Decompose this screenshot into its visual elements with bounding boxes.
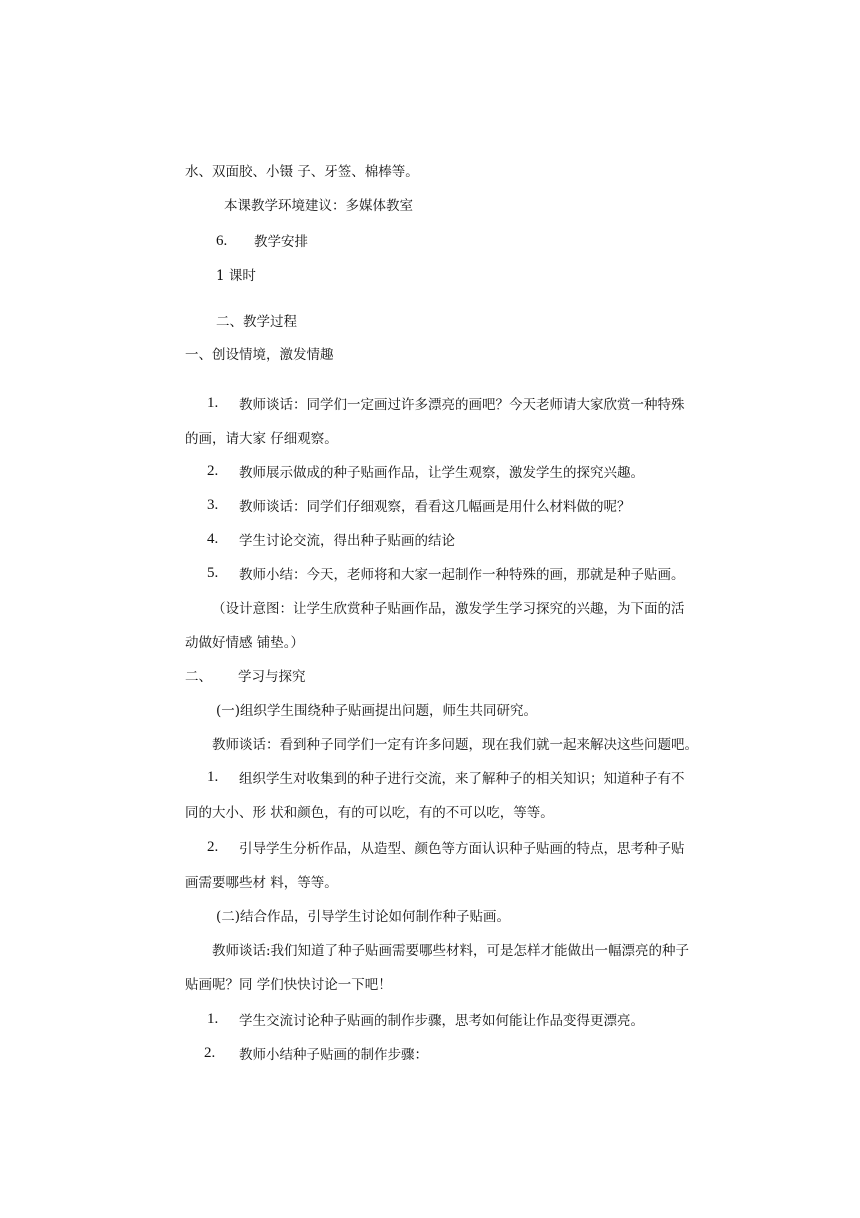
subsection-heading: (一)组织学生围绕种子贴画提出问题，师生共同研究。	[216, 703, 538, 719]
design-intent-line: 动做好情感 铺垫。）	[185, 635, 305, 651]
paragraph-line: 同的大小、形 状和颜色，有的可以吃，有的不可以吃，等等。	[185, 805, 554, 821]
item-number: 1.	[207, 395, 219, 411]
materials-line: 水、双面胶、小镊 子、牙签、棉棒等。	[185, 164, 419, 180]
paragraph-line: 学生讨论交流，得出种子贴画的结论	[239, 533, 455, 549]
paragraph-line: 教师谈话:我们知道了种子贴画需要哪些材料，可是怎样才能做出一幅漂亮的种子	[212, 943, 690, 959]
paragraph-line: 的画，请大家 仔细观察。	[185, 431, 338, 447]
item-number: 4.	[207, 531, 219, 547]
class-hours-line: 1 课时	[216, 268, 256, 284]
paragraph-line: 教师展示做成的种子贴画作品，让学生观察，激发学生的探究兴趣。	[239, 465, 644, 481]
paragraph-line: 贴画呢？同 学们快快讨论一下吧！	[185, 977, 392, 993]
item-number: 2.	[204, 1045, 216, 1061]
paragraph-line: 教师谈话：同学们一定画过许多漂亮的画吧？今天老师请大家欣赏一种特殊	[239, 397, 685, 413]
paragraph-line: 教师小结：今天，老师将和大家一起制作一种特殊的画，那就是种子贴画。	[239, 567, 685, 583]
section-heading-create-situation: 一、创设情境，激发情趣	[185, 347, 334, 363]
paragraph-line: 教师谈话：看到种子同学们一定有许多问题，现在我们就一起来解决这些问题吧。	[212, 737, 698, 753]
item-number: 6.	[216, 233, 228, 249]
section-heading-learn-explore: 学习与探究	[238, 669, 306, 685]
section-heading-teaching-process: 二、教学过程	[216, 314, 297, 330]
design-intent-line: （设计意图：让学生欣赏种子贴画作品，激发学生学习探究的兴趣，为下面的活	[212, 601, 685, 617]
subsection-heading: (二)结合作品，引导学生讨论如何制作种子贴画。	[216, 909, 511, 925]
paragraph-line: 教师谈话：同学们仔细观察，看看这几幅画是用什么材料做的呢？	[239, 499, 631, 515]
teaching-arrangement-heading: 教学安排	[254, 234, 308, 250]
paragraph-line: 组织学生对收集到的种子进行交流，来了解种子的相关知识；知道种子有不	[239, 771, 685, 787]
item-number: 5.	[207, 565, 219, 581]
paragraph-line: 教师小结种子贴画的制作步骤：	[239, 1047, 428, 1063]
item-number: 2.	[207, 463, 219, 479]
item-number: 3.	[207, 497, 219, 513]
paragraph-line: 引导学生分析作品，从造型、颜色等方面认识种子贴画的特点，思考种子贴	[239, 841, 685, 857]
section-number: 二、	[185, 669, 212, 685]
item-number: 1.	[207, 769, 219, 785]
item-number: 1.	[207, 1011, 219, 1027]
item-number: 2.	[207, 839, 219, 855]
environment-line: 本课教学环境建议：多媒体教室	[224, 198, 413, 214]
paragraph-line: 学生交流讨论种子贴画的制作步骤，思考如何能让作品变得更漂亮。	[239, 1013, 644, 1029]
paragraph-line: 画需要哪些材 料，等等。	[185, 875, 338, 891]
